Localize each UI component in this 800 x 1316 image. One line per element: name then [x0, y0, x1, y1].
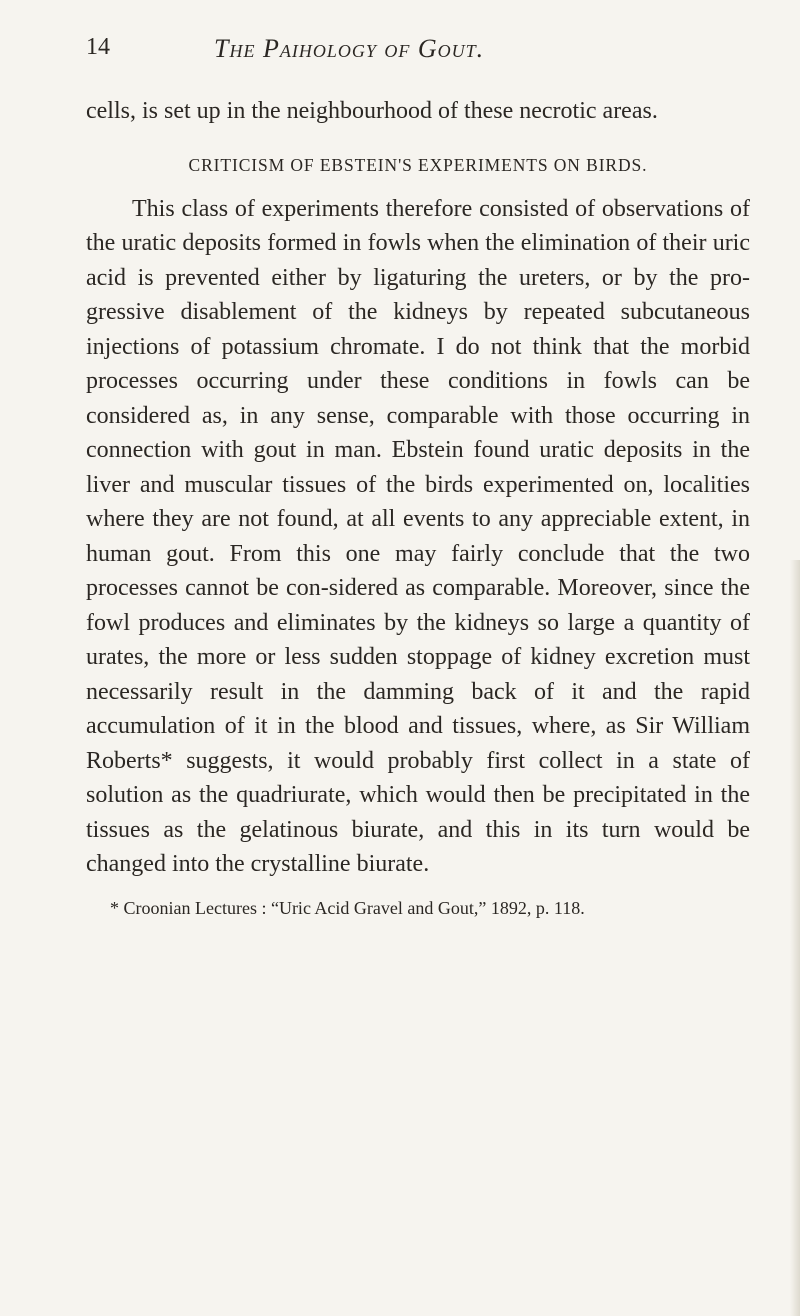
continuation-paragraph: cells, is set up in the neighbourhood of these necrotic areas.: [86, 98, 658, 124]
page-header: [86, 34, 746, 74]
body-text: [86, 94, 750, 920]
page-number: 14: [86, 34, 110, 60]
main-paragraph: This class of experiments therefore consisted of observations of the uratic deposits formed in fowls when the elimination of their uric acid is prevented either by ligaturing the ureters, or by the pro-gressive disablement of the kidneys by repeated subcutaneous injections of potassium chromate. I do not think that the morbid processes occurring under these conditions in fowls can be considered as, in any sense, comparable with those occurring in connection with gout in man. Ebstein found uratic deposits in the liver and muscular tissues of the birds experimented on, localities where they are not found, at all events to any appreciable extent, in human gout. From this one may fairly conclude that the two processes cannot be con-sidered as comparable. Moreover, since the fowl produces and eliminates by the kidneys so large a quantity of urates, the more or less sudden stoppage of kidney excretion must necessarily result in the damming back of it and the rapid accumulation of it in the blood and tissues, where, as Sir William Roberts* suggests, it would probably first collect in a state of solution as the quadriurate, which would then be precipitated in the tissues as the gelatinous biurate, and this in its turn would be changed into the crystalline biurate.: [86, 195, 750, 877]
running-title: The Paihology of Gout.: [214, 34, 485, 63]
section-heading: CRITICISM OF EBSTEIN'S EXPERIMENTS ON BIRDS.: [188, 154, 648, 175]
footnote: * Croonian Lectures : “Uric Acid Gravel and Gout,” 1892, p. 118.: [110, 897, 585, 918]
page-edge-shadow: [790, 560, 800, 1316]
